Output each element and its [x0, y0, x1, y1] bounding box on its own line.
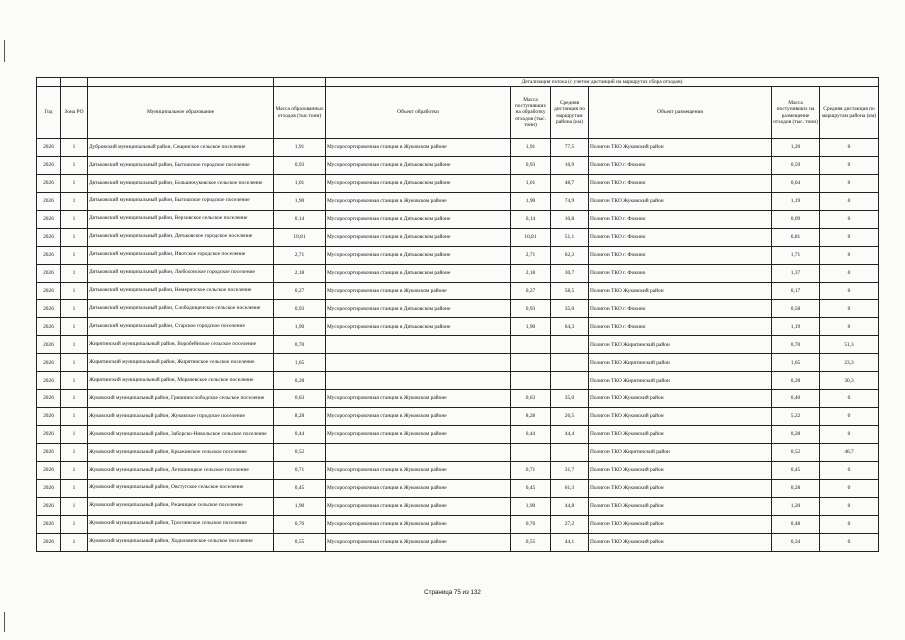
- cell-mass-to-placement: 0,45: [772, 461, 820, 479]
- cell-placement-object: Полигон ТКО г. Фокино: [589, 300, 772, 318]
- cell-mass-to-placement: 1,65: [772, 354, 820, 372]
- cell-year: 2026: [37, 210, 61, 228]
- cell-municipality: Жуковский муниципальный район, Овстугское сельское поселение: [88, 479, 274, 497]
- cell-placement-object: Полигон ТКО Жуковский район: [589, 192, 772, 210]
- cell-avg-distance-placement: 0: [820, 174, 879, 192]
- cell-zone: 1: [61, 318, 88, 336]
- cell-avg-distance-placement: 0: [820, 426, 879, 444]
- cell-municipality: Дятьковский муниципальный район, Старское городское поселение: [88, 318, 274, 336]
- cell-avg-distance-placement: 0: [820, 192, 879, 210]
- cell-mass-to-processing: 0,76: [511, 515, 551, 533]
- cell-year: 2026: [37, 443, 61, 461]
- cell-mass-generated: 0,93: [274, 300, 326, 318]
- table-row: [37, 533, 879, 551]
- cell-placement-object: Полигон ТКО Жирятинский район: [589, 443, 772, 461]
- cell-mass-to-processing: 0,45: [511, 479, 551, 497]
- cell-mass-generated: 0,76: [274, 515, 326, 533]
- cell-avg-distance-placement: 0: [820, 246, 879, 264]
- cell-processing-object: Мусоросортировочная станция в Дятьковском районе: [326, 300, 511, 318]
- cell-processing-object: [326, 336, 511, 354]
- table-row: [37, 443, 879, 461]
- cell-zone: 1: [61, 139, 88, 157]
- cell-mass-to-processing: [511, 336, 551, 354]
- cell-year: 2026: [37, 515, 61, 533]
- cell-placement-object: Полигон ТКО г. Фокино: [589, 174, 772, 192]
- cell-year: 2026: [37, 156, 61, 174]
- cell-placement-object: Полигон ТКО г. Фокино: [589, 228, 772, 246]
- cell-year: 2026: [37, 300, 61, 318]
- cell-avg-distance-processing: 61,3: [551, 479, 589, 497]
- cell-municipality: Жуковский муниципальный район, Гришинослободское сельское поселение: [88, 390, 274, 408]
- cell-avg-distance-placement: 0: [820, 497, 879, 515]
- cell-zone: 1: [61, 192, 88, 210]
- table-row: [37, 174, 879, 192]
- cell-processing-object: Мусоросортировочная станция в Дятьковском районе: [326, 210, 511, 228]
- cell-zone: 1: [61, 246, 88, 264]
- table-row: [37, 264, 879, 282]
- cell-mass-to-processing: 0,55: [511, 533, 551, 551]
- cell-placement-object: Полигон ТКО г. Фокино: [589, 264, 772, 282]
- cell-municipality: Жуковский муниципальный район, Крыжинское сельское поселение: [88, 443, 274, 461]
- cell-zone: 1: [61, 336, 88, 354]
- cell-processing-object: [326, 443, 511, 461]
- table-row: [37, 210, 879, 228]
- cell-placement-object: Полигон ТКО Жуковский район: [589, 479, 772, 497]
- cell-mass-generated: 0,71: [274, 461, 326, 479]
- table-row: [37, 336, 879, 354]
- cell-avg-distance-placement: 46,7: [820, 443, 879, 461]
- cell-processing-object: Мусоросортировочная станция в Жуковском районе: [326, 192, 511, 210]
- cell-mass-to-placement: 0,52: [772, 443, 820, 461]
- cell-zone: 1: [61, 228, 88, 246]
- cell-mass-to-placement: 0,64: [772, 174, 820, 192]
- cell-mass-to-processing: [511, 443, 551, 461]
- cell-mass-to-processing: 8,28: [511, 408, 551, 426]
- table-row: [37, 228, 879, 246]
- cell-municipality: Жуковский муниципальный район, Тросчинское сельское поселение: [88, 515, 274, 533]
- cell-mass-generated: 10,81: [274, 228, 326, 246]
- table-header-row: [37, 87, 879, 139]
- cell-avg-distance-placement: 30,3: [820, 372, 879, 390]
- cell-mass-to-placement: 1,71: [772, 246, 820, 264]
- table-row: [37, 318, 879, 336]
- cell-mass-to-processing: 1,90: [511, 497, 551, 515]
- cell-municipality: Жирятинский муниципальный район, Жирятинское сельское поселение: [88, 354, 274, 372]
- cell-mass-generated: 0,28: [274, 372, 326, 390]
- table-row: [37, 497, 879, 515]
- cell-mass-generated: 0,55: [274, 533, 326, 551]
- cell-mass-generated: 0,70: [274, 336, 326, 354]
- cell-mass-generated: 1,90: [274, 318, 326, 336]
- cell-year: 2026: [37, 174, 61, 192]
- table-row: [37, 390, 879, 408]
- cell-placement-object: Полигон ТКО г. Фокино: [589, 156, 772, 174]
- scan-edge-mark: [4, 612, 5, 632]
- cell-year: 2026: [37, 192, 61, 210]
- cell-avg-distance-processing: 26,5: [551, 408, 589, 426]
- cell-zone: 1: [61, 515, 88, 533]
- cell-processing-object: [326, 354, 511, 372]
- cell-avg-distance-placement: 51,3: [820, 336, 879, 354]
- cell-municipality: Дятьковский муниципальный район, Немеричское сельское поселение: [88, 282, 274, 300]
- col-header-year: Год: [37, 87, 61, 139]
- cell-mass-to-processing: 2,71: [511, 246, 551, 264]
- cell-year: 2026: [37, 390, 61, 408]
- cell-mass-to-processing: 0,93: [511, 300, 551, 318]
- cell-municipality: Дятьковский муниципальный район, Ивотское городское поселение: [88, 246, 274, 264]
- cell-avg-distance-placement: 0: [820, 300, 879, 318]
- cell-mass-generated: 1,90: [274, 497, 326, 515]
- cell-avg-distance-processing: 16,9: [551, 156, 589, 174]
- cell-processing-object: Мусоросортировочная станция в Жуковском районе: [326, 282, 511, 300]
- cell-mass-to-placement: 0,28: [772, 426, 820, 444]
- cell-avg-distance-processing: 51,1: [551, 228, 589, 246]
- scan-edge-mark: [4, 40, 5, 62]
- cell-processing-object: Мусоросортировочная станция в Жуковском районе: [326, 515, 511, 533]
- cell-processing-object: [326, 372, 511, 390]
- cell-avg-distance-processing: 58,5: [551, 282, 589, 300]
- cell-placement-object: Полигон ТКО г. Фокино: [589, 210, 772, 228]
- col-header-avg-distance-placement: Средняя дистанция по маршрутам района (км): [820, 87, 879, 139]
- cell-processing-object: Мусоросортировочная станция в Жуковском районе: [326, 479, 511, 497]
- table-row: [37, 426, 879, 444]
- cell-zone: 1: [61, 282, 88, 300]
- table-row: [37, 282, 879, 300]
- cell-mass-to-processing: [511, 354, 551, 372]
- cell-placement-object: Полигон ТКО Жуковский район: [589, 497, 772, 515]
- cell-year: 2026: [37, 354, 61, 372]
- cell-avg-distance-processing: [551, 443, 589, 461]
- cell-mass-to-processing: 0,14: [511, 210, 551, 228]
- cell-zone: 1: [61, 426, 88, 444]
- cell-zone: 1: [61, 210, 88, 228]
- cell-processing-object: Мусоросортировочная станция в Дятьковском районе: [326, 174, 511, 192]
- table-row: [37, 192, 879, 210]
- col-header-mass-generated: Масса образованных отходов (тыс.тонн): [274, 87, 326, 139]
- cell-mass-to-processing: 0,63: [511, 390, 551, 408]
- cell-year: 2026: [37, 533, 61, 551]
- cell-mass-to-processing: 1,90: [511, 318, 551, 336]
- cell-municipality: Дятьковский муниципальный район, Дятьковское городское поселение: [88, 228, 274, 246]
- cell-avg-distance-processing: 27,2: [551, 515, 589, 533]
- cell-processing-object: Мусоросортировочная станция в Жуковском районе: [326, 497, 511, 515]
- cell-avg-distance-placement: 0: [820, 282, 879, 300]
- cell-mass-generated: 0,63: [274, 390, 326, 408]
- cell-year: 2026: [37, 139, 61, 157]
- cell-avg-distance-placement: 0: [820, 210, 879, 228]
- cell-mass-to-processing: [511, 372, 551, 390]
- cell-zone: 1: [61, 533, 88, 551]
- flow-detail-band-label: Детализация потока (с учетом дистанций на маршрутах сбора отходов): [326, 78, 879, 87]
- cell-municipality: Дятьковский муниципальный район, Бытошское городское поселение: [88, 192, 274, 210]
- cell-mass-to-placement: 0,59: [772, 156, 820, 174]
- cell-municipality: Жуковский муниципальный район, Заборско-Никольское сельское поселение: [88, 426, 274, 444]
- cell-avg-distance-placement: 0: [820, 139, 879, 157]
- cell-year: 2026: [37, 282, 61, 300]
- cell-mass-to-placement: 0,09: [772, 210, 820, 228]
- cell-avg-distance-placement: 0: [820, 408, 879, 426]
- cell-year: 2026: [37, 228, 61, 246]
- cell-placement-object: Полигон ТКО Жуковский район: [589, 426, 772, 444]
- cell-zone: 1: [61, 372, 88, 390]
- cell-avg-distance-processing: 77,5: [551, 139, 589, 157]
- cell-placement-object: Полигон ТКО Жирятинский район: [589, 336, 772, 354]
- cell-mass-generated: 0,52: [274, 443, 326, 461]
- cell-mass-to-processing: 0,93: [511, 156, 551, 174]
- cell-zone: 1: [61, 156, 88, 174]
- cell-placement-object: Полигон ТКО г. Фокино: [589, 318, 772, 336]
- cell-processing-object: Мусоросортировочная станция в Жуковском районе: [326, 426, 511, 444]
- cell-avg-distance-placement: 0: [820, 228, 879, 246]
- cell-zone: 1: [61, 408, 88, 426]
- table-row: [37, 461, 879, 479]
- page-number: Страница 75 из 132: [424, 589, 481, 596]
- cell-municipality: Дятьковский муниципальный район, Большежуковское сельское поселение: [88, 174, 274, 192]
- cell-year: 2026: [37, 246, 61, 264]
- cell-avg-distance-processing: [551, 354, 589, 372]
- cell-processing-object: Мусоросортировочная станция в Дятьковском районе: [326, 228, 511, 246]
- cell-avg-distance-placement: 0: [820, 461, 879, 479]
- cell-avg-distance-placement: 0: [820, 156, 879, 174]
- cell-zone: 1: [61, 354, 88, 372]
- cell-avg-distance-processing: 74,9: [551, 192, 589, 210]
- cell-year: 2026: [37, 318, 61, 336]
- cell-year: 2026: [37, 461, 61, 479]
- cell-processing-object: Мусоросортировочная станция в Жуковском районе: [326, 408, 511, 426]
- cell-avg-distance-placement: 23,3: [820, 354, 879, 372]
- table-body: [37, 139, 879, 552]
- cell-mass-generated: 0,45: [274, 479, 326, 497]
- cell-municipality: Дятьковский муниципальный район, Верховское сельское поселение: [88, 210, 274, 228]
- cell-zone: 1: [61, 479, 88, 497]
- cell-mass-to-processing: 0,44: [511, 426, 551, 444]
- cell-avg-distance-processing: [551, 372, 589, 390]
- cell-mass-to-placement: 6,81: [772, 228, 820, 246]
- cell-placement-object: Полигон ТКО Жуковский район: [589, 533, 772, 551]
- cell-processing-object: Мусоросортировочная станция в Жуковском районе: [326, 139, 511, 157]
- cell-avg-distance-placement: 0: [820, 515, 879, 533]
- cell-mass-to-placement: 0,70: [772, 336, 820, 354]
- table-row: [37, 246, 879, 264]
- cell-placement-object: Полигон ТКО Жуковский район: [589, 408, 772, 426]
- cell-year: 2026: [37, 426, 61, 444]
- cell-avg-distance-processing: 35,0: [551, 390, 589, 408]
- cell-placement-object: Полигон ТКО г. Фокино: [589, 246, 772, 264]
- col-header-zone: Зона РО: [61, 87, 88, 139]
- cell-avg-distance-processing: 44,1: [551, 533, 589, 551]
- cell-avg-distance-processing: 30,7: [551, 264, 589, 282]
- cell-processing-object: Мусоросортировочная станция в Дятьковском районе: [326, 318, 511, 336]
- cell-mass-to-placement: 0,34: [772, 533, 820, 551]
- cell-mass-generated: 0,27: [274, 282, 326, 300]
- cell-municipality: Жуковский муниципальный район, Жуковское городское поселение: [88, 408, 274, 426]
- cell-year: 2026: [37, 497, 61, 515]
- cell-mass-generated: 1,65: [274, 354, 326, 372]
- cell-mass-generated: 1,90: [274, 192, 326, 210]
- cell-mass-generated: 0,14: [274, 210, 326, 228]
- cell-mass-generated: 1,01: [274, 174, 326, 192]
- cell-avg-distance-placement: 0: [820, 318, 879, 336]
- cell-mass-generated: 0,44: [274, 426, 326, 444]
- cell-mass-to-processing: 1,90: [511, 192, 551, 210]
- cell-municipality: Жуковский муниципальный район, Ржаницкое сельское поселение: [88, 497, 274, 515]
- cell-zone: 1: [61, 443, 88, 461]
- cell-mass-to-placement: 1,20: [772, 139, 820, 157]
- cell-placement-object: Полигон ТКО Жуковский район: [589, 461, 772, 479]
- cell-municipality: Жуковский муниципальный район, Ходиловичское сельское поселение: [88, 533, 274, 551]
- table-row: [37, 515, 879, 533]
- cell-mass-to-placement: 1,20: [772, 497, 820, 515]
- cell-municipality: Жирятинский муниципальный район, Морачевское сельское поселение: [88, 372, 274, 390]
- cell-mass-to-processing: 10,81: [511, 228, 551, 246]
- cell-mass-to-placement: 1,19: [772, 192, 820, 210]
- cell-zone: 1: [61, 300, 88, 318]
- cell-avg-distance-processing: 10,8: [551, 210, 589, 228]
- cell-mass-to-placement: 0,58: [772, 300, 820, 318]
- cell-placement-object: Полигон ТКО Жуковский район: [589, 139, 772, 157]
- cell-placement-object: Полигон ТКО Жуковский район: [589, 282, 772, 300]
- cell-year: 2026: [37, 336, 61, 354]
- cell-avg-distance-processing: 31,7: [551, 461, 589, 479]
- cell-year: 2026: [37, 264, 61, 282]
- cell-mass-to-processing: 0,71: [511, 461, 551, 479]
- col-header-mass-to-processing: Масса поступивших на обработку отходов (тыс. тонн): [511, 87, 551, 139]
- cell-mass-to-placement: 0,48: [772, 515, 820, 533]
- cell-mass-to-processing: 1,91: [511, 139, 551, 157]
- cell-mass-to-processing: 1,01: [511, 174, 551, 192]
- cell-placement-object: Полигон ТКО Жирятинский район: [589, 372, 772, 390]
- cell-year: 2026: [37, 372, 61, 390]
- cell-municipality: Жуковский муниципальный район, Летошницкое сельское поселение: [88, 461, 274, 479]
- cell-mass-generated: 0,93: [274, 156, 326, 174]
- cell-municipality: Дятьковский муниципальный район, Любохонское городское поселение: [88, 264, 274, 282]
- cell-mass-generated: 1,91: [274, 139, 326, 157]
- cell-avg-distance-processing: 64,3: [551, 318, 589, 336]
- table-row: [37, 156, 879, 174]
- cell-avg-distance-processing: [551, 336, 589, 354]
- cell-mass-to-placement: 0,28: [772, 372, 820, 390]
- col-header-processing-object: Объект обработки: [326, 87, 511, 139]
- cell-mass-to-placement: 0,40: [772, 390, 820, 408]
- cell-municipality: Дятьковский муниципальный район, Слободищенское сельское поселение: [88, 300, 274, 318]
- cell-placement-object: Полигон ТКО Жуковский район: [589, 390, 772, 408]
- cell-avg-distance-placement: 0: [820, 479, 879, 497]
- cell-zone: 1: [61, 497, 88, 515]
- cell-avg-distance-processing: 62,3: [551, 246, 589, 264]
- cell-mass-to-processing: 2,18: [511, 264, 551, 282]
- cell-municipality: Жирятинский муниципальный район, Воробейнское сельское поселение: [88, 336, 274, 354]
- cell-placement-object: Полигон ТКО Жуковский район: [589, 515, 772, 533]
- cell-year: 2026: [37, 479, 61, 497]
- cell-avg-distance-placement: 0: [820, 533, 879, 551]
- cell-avg-distance-processing: 44,8: [551, 497, 589, 515]
- cell-processing-object: Мусоросортировочная станция в Жуковском районе: [326, 461, 511, 479]
- cell-zone: 1: [61, 390, 88, 408]
- col-header-avg-distance-processing: Средняя дистанция по маршрутам района (км): [551, 87, 589, 139]
- table-row: [37, 479, 879, 497]
- cell-year: 2026: [37, 408, 61, 426]
- cell-processing-object: Мусоросортировочная станция в Дятьковском районе: [326, 156, 511, 174]
- col-header-mass-to-placement: Масса поступивших на размещение отходов (тыс. тонн): [772, 87, 820, 139]
- col-header-municipality: Муниципальное образование: [88, 87, 274, 139]
- cell-mass-to-processing: 0,27: [511, 282, 551, 300]
- cell-avg-distance-processing: 35,0: [551, 300, 589, 318]
- table-row: [37, 139, 879, 157]
- table-band-row: [37, 78, 879, 87]
- cell-avg-distance-processing: 48,7: [551, 174, 589, 192]
- cell-processing-object: Мусоросортировочная станция в Дятьковском районе: [326, 246, 511, 264]
- cell-avg-distance-processing: 44,4: [551, 426, 589, 444]
- table-row: [37, 300, 879, 318]
- table-row: [37, 372, 879, 390]
- cell-placement-object: Полигон ТКО Жирятинский район: [589, 354, 772, 372]
- cell-municipality: Дятьковский муниципальный район, Бытошское городское поселение: [88, 156, 274, 174]
- cell-avg-distance-placement: 0: [820, 390, 879, 408]
- cell-avg-distance-placement: 0: [820, 264, 879, 282]
- cell-municipality: Дубровский муниципальный район, Сещинское сельское поселение: [88, 139, 274, 157]
- col-header-placement-object: Объект размещения: [589, 87, 772, 139]
- table-row: [37, 408, 879, 426]
- table-row: [37, 354, 879, 372]
- cell-mass-to-placement: 1,19: [772, 318, 820, 336]
- cell-mass-to-placement: 5,22: [772, 408, 820, 426]
- cell-mass-to-placement: 1,37: [772, 264, 820, 282]
- cell-mass-to-placement: 0,17: [772, 282, 820, 300]
- cell-mass-generated: 2,18: [274, 264, 326, 282]
- cell-processing-object: Мусоросортировочная станция в Жуковском районе: [326, 533, 511, 551]
- cell-zone: 1: [61, 461, 88, 479]
- cell-processing-object: Мусоросортировочная станция в Жуковском районе: [326, 390, 511, 408]
- cell-zone: 1: [61, 264, 88, 282]
- cell-mass-generated: 2,71: [274, 246, 326, 264]
- cell-mass-generated: 8,28: [274, 408, 326, 426]
- cell-zone: 1: [61, 174, 88, 192]
- waste-flow-table: [36, 77, 879, 552]
- cell-mass-to-placement: 0,28: [772, 479, 820, 497]
- cell-processing-object: Мусоросортировочная станция в Дятьковском районе: [326, 264, 511, 282]
